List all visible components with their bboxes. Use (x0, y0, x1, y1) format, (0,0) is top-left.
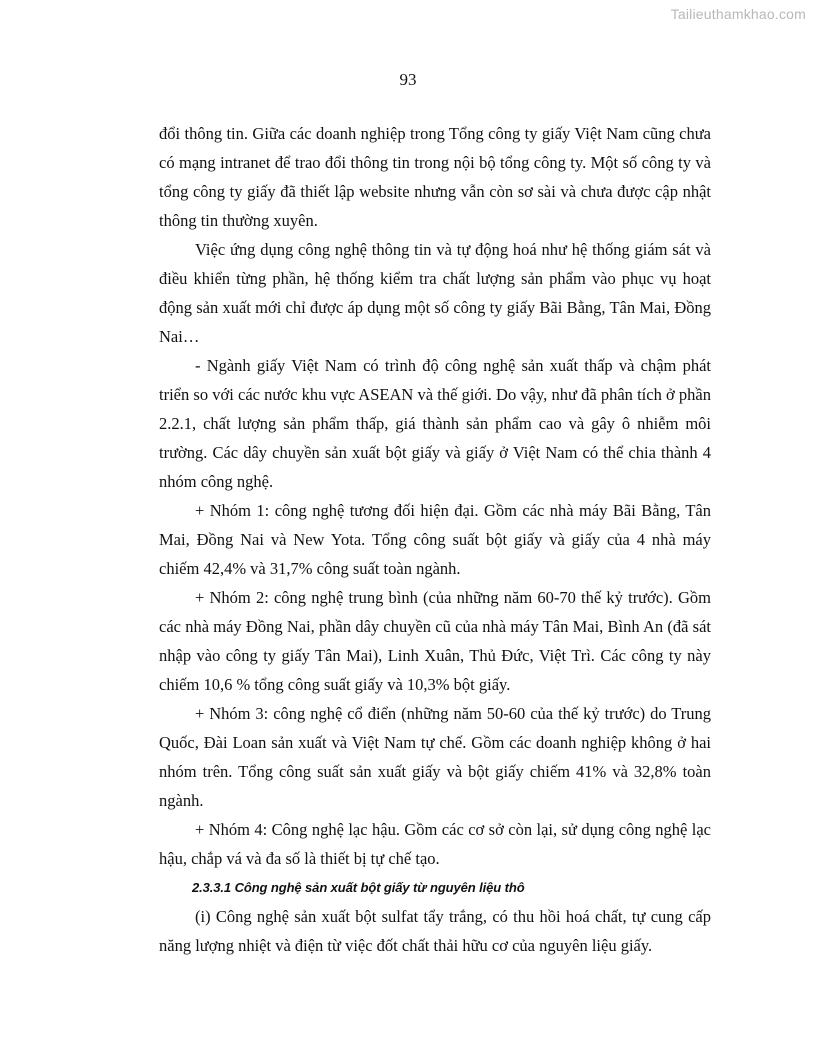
page-number: 93 (399, 70, 417, 89)
paragraph-3: - Ngành giấy Việt Nam có trình độ công nghệ sản xuất thấp và chậm phát triển so với các nước khu vực ASEAN và thế giới. Do vậy, như đã phân tích ở phần 2.2.1, chất lượng sản phẩm thấp, giá thành sản phẩm cao và gây ô nhiễm môi trường. Các dây chuyền sản xuất bột giấy và giấy ở Việt Nam có thể chia thành 4 nhóm công nghệ. (159, 356, 711, 491)
paragraph-last: (i) Công nghệ sản xuất bột sulfat tẩy trắng, có thu hồi hoá chất, tự cung cấp năng lượng nhiệt và điện từ việc đốt chất thải hữu cơ của nguyên liệu giấy. (159, 907, 711, 955)
paragraph-group-4: + Nhóm 4: Công nghệ lạc hậu. Gồm các cơ sở còn lại, sử dụng công nghệ lạc hậu, chắp vá và đa số là thiết bị tự chế tạo. (159, 820, 711, 868)
paragraph-group-2: + Nhóm 2: công nghệ trung bình (của những năm 60-70 thế kỷ trước). Gồm các nhà máy Đồng Nai, phần dây chuyền cũ của nhà máy Tân Mai, Bình An (đã sát nhập vào công ty giấy Tân Mai), Linh Xuân, Thủ Đức, Việt Trì. Các công ty này chiếm 10,6 % tổng công suất giấy và 10,3% bột giấy. (159, 588, 711, 694)
watermark: Tailieuthamkhao.com (670, 6, 806, 22)
document-body (159, 119, 711, 960)
paragraph-2: Việc ứng dụng công nghệ thông tin và tự động hoá như hệ thống giám sát và điều khiển từng phần, hệ thống kiểm tra chất lượng sản phẩm vào phục vụ hoạt động sản xuất mới chỉ được áp dụng một số công ty giấy Bãi Bằng, Tân Mai, Đồng Nai… (159, 240, 711, 346)
paragraph-group-1: + Nhóm 1: công nghệ tương đối hiện đại. Gồm các nhà máy Bãi Bằng, Tân Mai, Đồng Nai và New Yota. Tổng công suất bột giấy và giấy của 4 nhà máy chiếm 42,4% và 31,7% công suất toàn ngành. (159, 501, 711, 578)
paragraph-group-3: + Nhóm 3: công nghệ cổ điển (những năm 50-60 của thế kỷ trước) do Trung Quốc, Đài Loan sản xuất và Việt Nam tự chế. Gồm các doanh nghiệp không ở hai nhóm trên. Tổng công suất sản xuất giấy và bột giấy chiếm 41% và 32,8% toàn ngành. (159, 704, 711, 810)
section-heading: 2.3.3.1 Công nghệ sản xuất bột giấy từ nguyên liệu thô (192, 880, 525, 895)
paragraph-1: đổi thông tin. Giữa các doanh nghiệp trong Tổng công ty giấy Việt Nam cũng chưa có mạng intranet để trao đổi thông tin trong nội bộ tổng công ty. Một số công ty và tổng công ty giấy đã thiết lập website nhưng vẫn còn sơ sài và chưa được cập nhật thông tin thường xuyên. (159, 124, 711, 230)
